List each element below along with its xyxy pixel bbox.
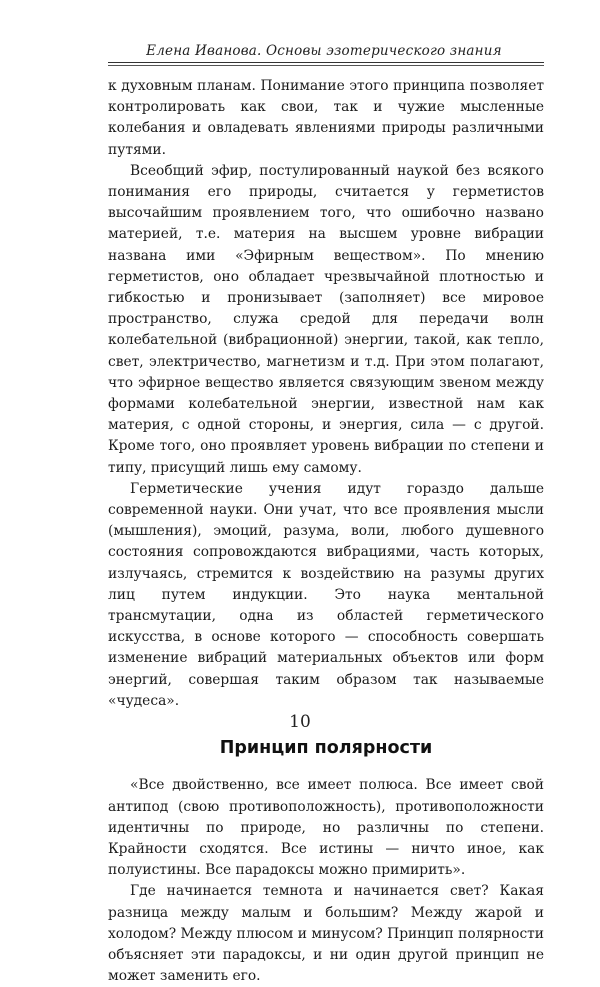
page-number: 10	[289, 712, 311, 732]
running-head: Елена Иванова. Основы эзотерического знания	[146, 43, 502, 59]
header-rule-thin	[108, 65, 544, 66]
paragraph-hermetic-teachings: Герметические учения идут гораздо дальше современной науки. Они учат, что все проявления мысли (мышления), эмоций, разума, воли, любого душевного состояния сопровождаются вибрациями, часть которых, излучаясь, стремится к воздействию на разумы других лиц путем индукции. Это наука ментальной трансмутации, одна из областей герметического искусства, в основе которого — способность совершать изменение вибраций материальных объектов или форм энергий, совершая таким образом так называемые «чудеса».	[108, 480, 544, 709]
page-body	[108, 76, 544, 987]
paragraph-polarity: Где начинается темнота и начинается свет? Какая разница между малым и большим? Между жарой и холодом? Между плюсом и минусом? Принцип полярности объясняет эти парадоксы, и ни один другой принцип не может заменить его.	[108, 883, 544, 985]
section-heading: Принцип полярности	[219, 738, 433, 759]
section-quote: «Все двойственно, все имеет полюса. Все имеет свой антипод (свою противоположность), противоположности идентичны по природе, но различны по степени. Крайности сходятся. Все истины — ничто иное, как полуистины. Все парадоксы можно примирить».	[108, 777, 544, 879]
header-rule	[108, 62, 544, 63]
paragraph-ether: Всеобщий эфир, постулированный наукой без всякого понимания его природы, считается у герметистов высочайшим проявлением того, что ошибочно названо материей, т.е. материя на высшем уровне вибрации названа ими «Эфирным веществом». По мнению герметистов, оно обладает чрезвычайной плотностью и гибкостью и пронизывает (заполняет) все мировое пространство, служа средой для передачи волн колебательной (вибрационной) энергии, такой, как тепло, свет, электричество, магнетизм и т.д. При этом полагают, что эфирное вещество является связующим звеном между формами колебательной энергии, известной нам как материя, с одной стороны, и энергия, сила — с другой. Кроме того, оно проявляет уровень вибрации по степени и типу, присущий лишь ему самому.	[108, 162, 544, 476]
paragraph-continuation: к духовным планам. Понимание этого принципа позволяет контролировать как свои, так и чужие мысленные колебания и овладевать явлениями природы различными путями.	[108, 78, 544, 158]
